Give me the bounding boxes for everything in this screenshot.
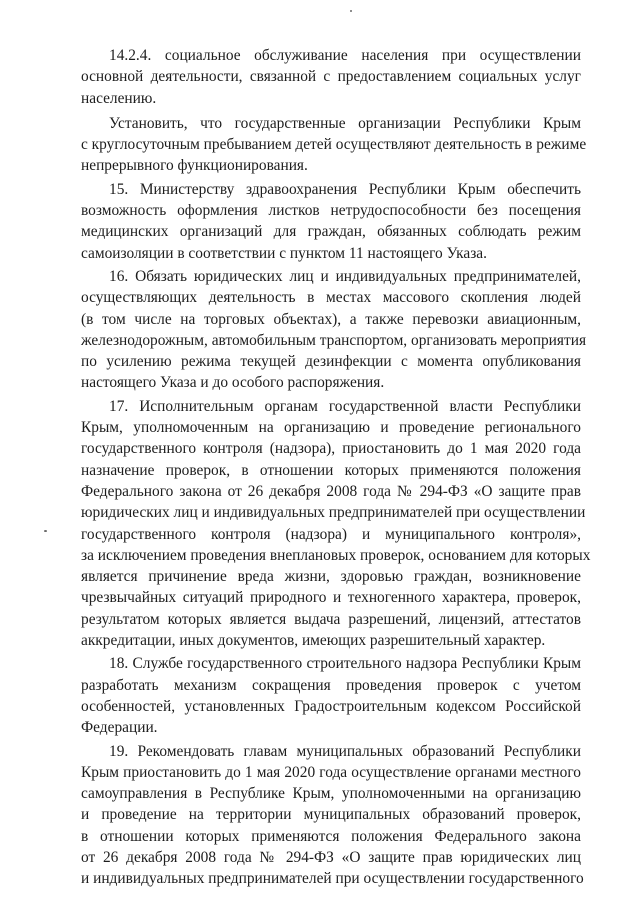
text-line: от 26 декабря 2008 года № 294-ФЗ «О защите прав юридических лиц [81,848,581,866]
paragraph-16 [81,266,587,394]
text-line: 17. Исполнительным органам государственной власти Республики [109,397,581,415]
scan-speck [350,10,352,12]
text-line: чрезвычайных ситуаций природного и техногенного характера, проверок, [81,589,581,607]
scan-speck [44,530,47,532]
text-line: железнодорожным, автомобильным транспортом, организовать мероприятия [81,331,587,349]
text-line: в отношении которых применяются положения Федерального закона [81,827,581,845]
text-line: является причинение вреда жизни, здоровью граждан, возникновение [81,568,581,586]
paragraph-15 [81,179,581,264]
text-line: разработать механизм сокращения проведения проверок с учетом [81,676,581,694]
paragraph-instruction [81,113,587,177]
text-line: основной деятельности, связанной с предоставлением социальных услуг [81,68,581,86]
text-line: самоизоляции в соответствии с пунктом 11 настоящего Указа. [81,244,487,262]
paragraph-17 [81,396,591,652]
text-line: и индивидуальных предпринимателей при осуществлении государственного [81,870,584,888]
text-line: и проведение на территории муниципальных образований проверок, [81,806,581,824]
text-line: Крым, уполномоченным на организацию и проведение регионального [81,419,581,437]
text-line: государственного контроля (надзора) и муниципального контроля», [81,525,581,543]
text-line: (в том числе на торговых объектах), а также перевозки авиационным, [81,310,581,328]
text-line: непрерывного функционирования. [81,157,308,175]
text-line: особенностей, установленных Градостроительным кодексом Российской [81,697,581,715]
text-line: 16. Обязать юридических лиц и индивидуальных предпринимателей, [109,267,581,285]
text-line: Федерального закона от 26 декабря 2008 года № 294-ФЗ «О защите прав [81,482,581,500]
text-line: Федерации. [81,719,158,737]
text-line: результатом которых является выдача разрешений, лицензий, аттестатов [81,610,581,628]
text-line: по усилению режима текущей дезинфекции с момента опубликования [81,353,581,371]
text-line: государственного контроля (надзора), приостановить до 1 мая 2020 года [81,440,581,458]
text-line: назначение проверок, в отношении которых применяются положения [81,461,581,479]
text-line: 14.2.4. социальное обслуживание населения при осуществлении [109,47,581,64]
text-line: 18. Службе государственного строительного надзора Республики Крым [109,655,581,673]
text-line: юридических лиц и индивидуальных предпринимателей при осуществлении [81,504,586,522]
paragraph-18 [81,653,581,738]
text-line: за исключением проведения внеплановых проверок, основанием для которых [81,546,591,564]
text-line: медицинских организаций для граждан, обязанных соблюдать режим [81,223,581,241]
text-line: 19. Рекомендовать главам муниципальных образований Республики [109,742,581,760]
text-line: Крым приостановить до 1 мая 2020 года осуществление органами местного [81,763,581,781]
document-page [81,45,591,892]
text-line: Установить, что государственные организации Республики Крым [109,114,581,132]
text-line: настоящего Указа и до особого распоряжения. [81,374,385,392]
text-line: 15. Министерству здравоохранения Республики Крым обеспечить [109,180,581,198]
text-line: с круглосуточным пребыванием детей осуществляют деятельность в режиме [81,136,587,154]
text-line: возможность оформления листков нетрудоспособности без посещения [81,202,581,220]
text-line: самоуправления в Республике Крым, уполномоченными на организацию [81,785,581,803]
text-line: населению. [81,89,157,107]
text-line: осуществляющих деятельность в местах массового скопления людей [81,289,581,307]
text-line: аккредитации, иных документов, имеющих разрешительный характер. [81,632,546,650]
paragraph-14-2-4 [81,45,581,109]
paragraph-19 [81,741,584,890]
